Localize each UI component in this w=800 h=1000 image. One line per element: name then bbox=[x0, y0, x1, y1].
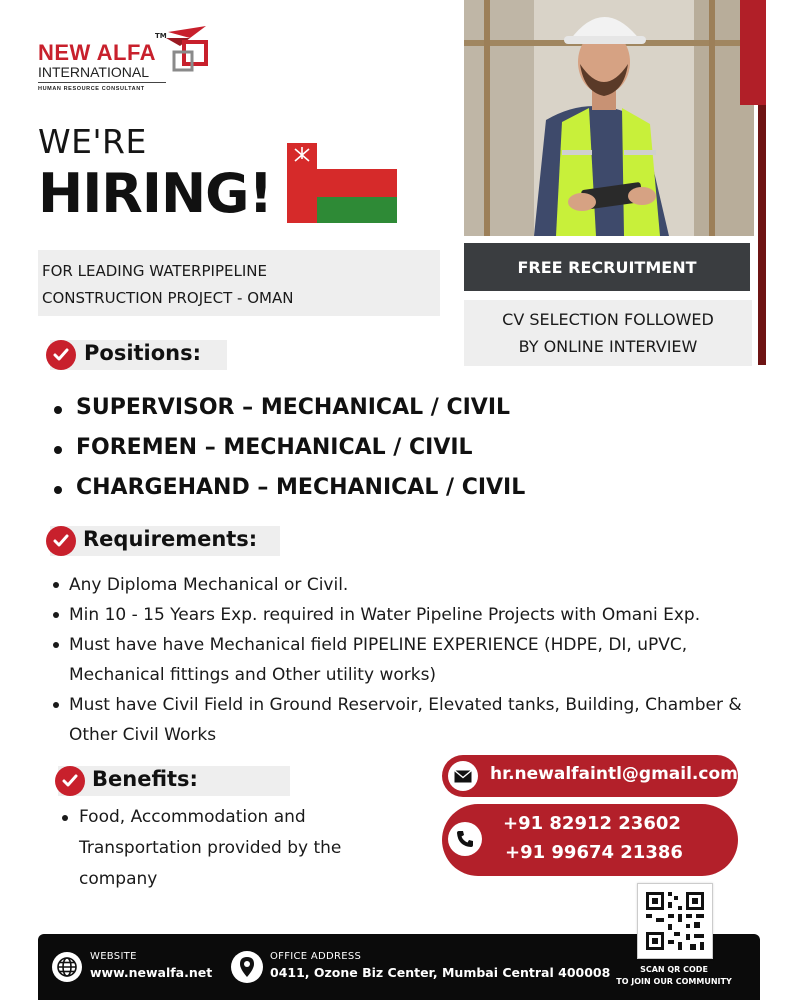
requirements-list bbox=[52, 570, 752, 750]
email-address[interactable]: hr.newalfaintl@gmail.com bbox=[490, 764, 738, 784]
requirement-item: Min 10 - 15 Years Exp. required in Water Pipeline Projects with Omani Exp. bbox=[52, 600, 752, 630]
headline-were: WE'RE bbox=[38, 122, 147, 161]
qr-code[interactable] bbox=[637, 883, 713, 959]
globe-icon bbox=[52, 952, 82, 982]
oman-flag-icon bbox=[287, 143, 397, 223]
benefit-item: Food, Accommodation and Transportation provided by the company bbox=[60, 802, 390, 895]
location-pin-icon bbox=[231, 951, 263, 983]
phone-number-2[interactable]: +91 99674 21386 bbox=[505, 842, 683, 863]
cv-line-1: CV SELECTION FOLLOWED bbox=[502, 310, 714, 329]
project-line-2: CONSTRUCTION PROJECT - OMAN bbox=[42, 289, 294, 307]
project-description bbox=[42, 258, 432, 312]
requirements-heading: Requirements: bbox=[83, 527, 258, 551]
office-address: 0411, Ozone Biz Center, Mumbai Central 400008 bbox=[270, 965, 611, 980]
brand-subtitle: INTERNATIONAL bbox=[38, 64, 149, 80]
office-label: OFFICE ADDRESS bbox=[270, 951, 362, 962]
position-item: CHARGEHAND – MECHANICAL / CIVIL bbox=[52, 470, 525, 510]
project-line-1: FOR LEADING WATERPIPELINE bbox=[42, 262, 267, 280]
qr-caption-line-1: SCAN QR CODE bbox=[640, 965, 708, 974]
positions-list bbox=[52, 390, 525, 510]
website-label: WEBSITE bbox=[90, 951, 137, 962]
positions-heading: Positions: bbox=[84, 341, 202, 365]
qr-caption bbox=[604, 964, 744, 988]
cv-line-2: BY ONLINE INTERVIEW bbox=[518, 337, 698, 356]
check-icon bbox=[46, 340, 76, 370]
position-item: FOREMEN – MECHANICAL / CIVIL bbox=[52, 430, 525, 470]
check-icon bbox=[46, 526, 76, 556]
position-item: SUPERVISOR – MECHANICAL / CIVIL bbox=[52, 390, 525, 430]
benefits-heading: Benefits: bbox=[92, 767, 198, 791]
brand-trademark: TM bbox=[155, 32, 167, 40]
phone-icon bbox=[448, 822, 482, 856]
accent-bar-top bbox=[740, 0, 766, 105]
brand-name: NEW ALFA bbox=[38, 40, 157, 65]
website-link[interactable]: www.newalfa.net bbox=[90, 965, 213, 980]
requirement-item: Must have have Mechanical field PIPELINE EXPERIENCE (HDPE, DI, uPVC, Mechanical fittings and Other utility works) bbox=[52, 630, 752, 690]
mail-icon bbox=[448, 761, 478, 791]
requirement-item: Must have Civil Field in Ground Reservoir, Elevated tanks, Building, Chamber & Other Civil Works bbox=[52, 690, 752, 750]
check-icon bbox=[55, 766, 85, 796]
headline-hiring: HIRING! bbox=[38, 162, 273, 225]
brand-tagline: HUMAN RESOURCE CONSULTANT bbox=[38, 86, 145, 92]
phone-number-1[interactable]: +91 82912 23602 bbox=[503, 813, 681, 834]
qr-caption-line-2: TO JOIN OUR COMMUNITY bbox=[616, 977, 732, 986]
benefits-list bbox=[60, 802, 390, 895]
free-recruitment-badge: FREE RECRUITMENT bbox=[464, 243, 750, 291]
brand-logo-icon bbox=[160, 24, 214, 80]
worker-photo bbox=[464, 0, 754, 236]
brand-divider bbox=[38, 82, 166, 83]
cv-selection-text bbox=[464, 306, 752, 360]
requirement-item: Any Diploma Mechanical or Civil. bbox=[52, 570, 752, 600]
